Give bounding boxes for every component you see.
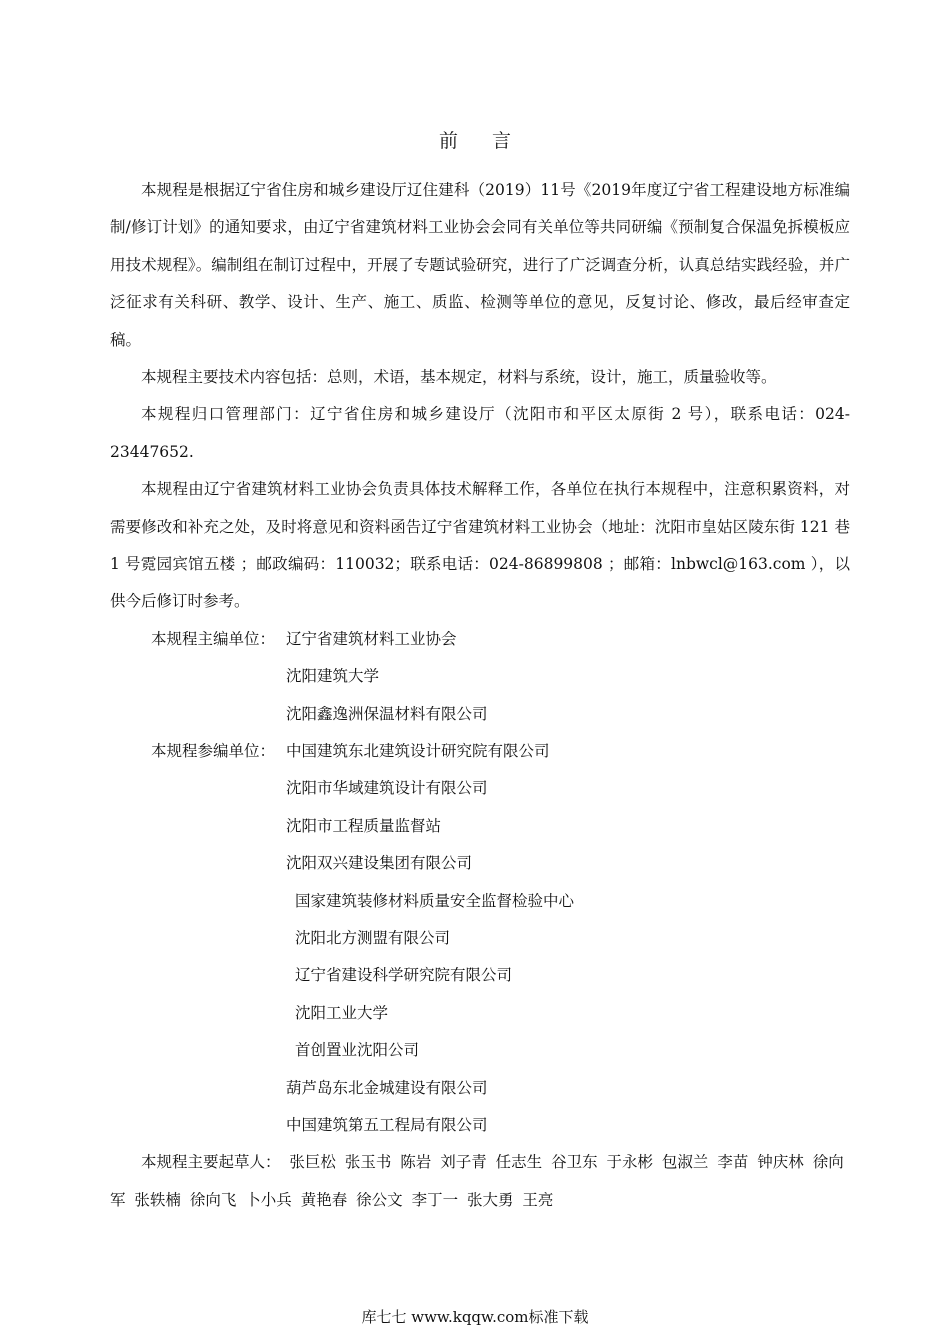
unit-row: [110, 733, 850, 770]
unit-row: [110, 1070, 850, 1107]
footer-watermark: 库七七 www.kqqw.com标准下载: [361, 1308, 589, 1326]
unit-name: 葫芦岛东北金城建设有限公司: [286, 1078, 488, 1097]
unit-name: 沈阳北方测盟有限公司: [295, 929, 451, 947]
unit-row: [110, 920, 850, 957]
participating-units-label: 本规程参编单位：: [151, 742, 276, 761]
paragraph-management: 本规程归口管理部门：辽宁省住房和城乡建设厅（沈阳市和平区太原街 2 号），联系电话：024-23447652.: [110, 405, 850, 461]
unit-name: 沈阳工业大学: [295, 1003, 389, 1022]
unit-row: [110, 621, 850, 658]
unit-row: [110, 770, 850, 807]
unit-name: 首创置业沈阳公司: [295, 1041, 420, 1060]
preface-body: [110, 172, 850, 1219]
unit-row: [110, 883, 850, 920]
unit-row: [110, 1032, 850, 1069]
paragraph-contents: 本规程主要技术内容包括：总则，术语，基本规定，材料与系统，设计，施工，质量验收等。: [141, 368, 777, 387]
unit-name: 沈阳建筑大学: [286, 667, 380, 686]
unit-name: 辽宁省建筑材料工业协会: [286, 629, 457, 648]
paragraph-basis: 本规程是根据辽宁省住房和城乡建设厅辽住建科（2019）11号《2019年度辽宁省工程建设地方标准编制/修订计划》的通知要求，由辽宁省建筑材料工业协会会同有关单位等共同研编《预制复合保温免拆模板应用技术规程》。编制组在制订过程中，开展了专题试验研究，进行了广泛调查分析，认真总结实践经验，并广泛征求有关科研、教学、设计、生产、施工、质监、检测等单位的意见，反复讨论、修改，最后经审查定稿。: [110, 181, 850, 349]
unit-name: 沈阳市华域建筑设计有限公司: [286, 779, 488, 798]
drafters-paragraph: 本规程主要起草人： 张巨松 张玉书 陈岩 刘子青 任志生 谷卫东 于永彬 包淑兰 李苗 钟庆林 徐向军 张轶楠 徐向飞 卜小兵 黄艳春 徐公文 李丁一 张大勇 王亮: [110, 1153, 844, 1209]
unit-row: [110, 845, 850, 882]
unit-row: [110, 957, 850, 994]
paragraph-interpretation: 本规程由辽宁省建筑材料工业协会负责具体技术解释工作，各单位在执行本规程中，注意积累资料，对需要修改和补充之处，及时将意见和资料函告辽宁省建筑材料工业协会（地址：沈阳市皇姑区陵东街 121 巷 1 号霓园宾馆五楼 ；邮政编码：110032；联系电话：024-86899808 ；邮箱：lnbwcl@163.com ），以供今后修订时参考。: [110, 480, 850, 611]
unit-name: 辽宁省建设科学研究院有限公司: [295, 966, 513, 985]
unit-name: 中国建筑第五工程局有限公司: [286, 1115, 488, 1134]
unit-name: 沈阳鑫逸洲保温材料有限公司: [286, 704, 488, 723]
unit-name: 中国建筑东北建筑设计研究院有限公司: [286, 742, 550, 761]
unit-row: [110, 696, 850, 733]
chief-units-list: [110, 621, 850, 733]
unit-row: [110, 995, 850, 1032]
chief-units-label: 本规程主编单位：: [151, 629, 276, 648]
unit-row: [110, 1107, 850, 1144]
participating-units-list: [110, 733, 850, 1144]
unit-name: 沈阳双兴建设集团有限公司: [286, 854, 473, 873]
unit-name: 国家建筑装修材料质量安全监督检验中心: [295, 891, 575, 910]
page-title: 前 言: [438, 130, 526, 152]
unit-row: [110, 658, 850, 695]
unit-name: 沈阳市工程质量监督站: [286, 816, 442, 835]
unit-row: [110, 808, 850, 845]
